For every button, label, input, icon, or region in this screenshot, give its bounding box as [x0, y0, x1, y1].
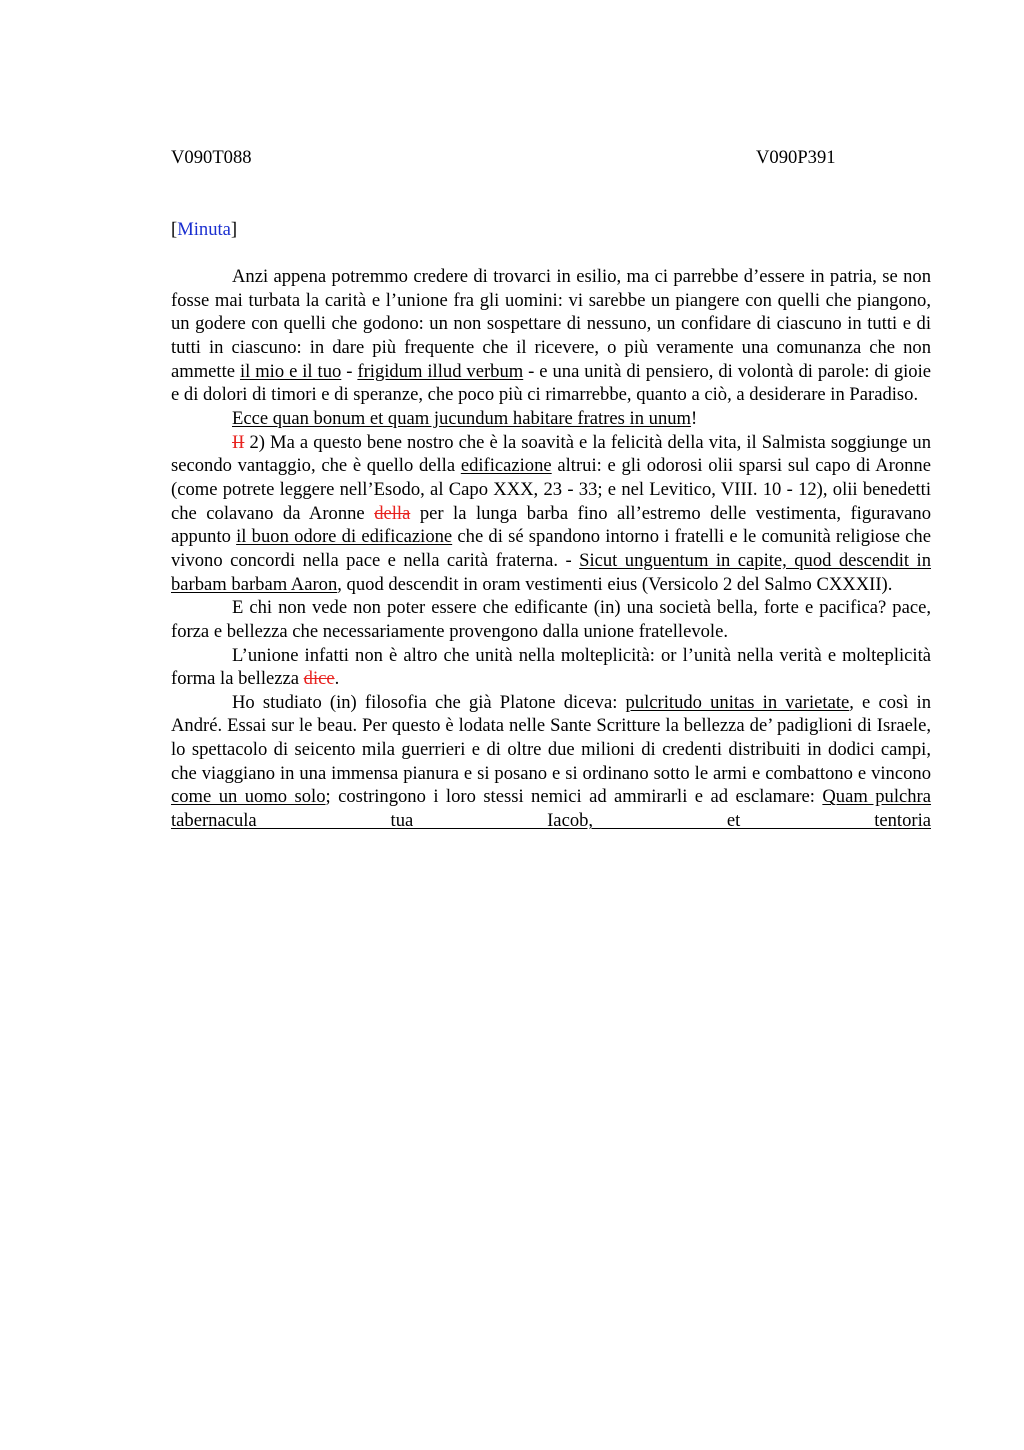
text-run: E chi non vede non poter essere che edificante (in) una società bella, forte e pacifica? pace, forza e bellezza che necessariamente provengono dalla unione fratellevole. [171, 597, 931, 642]
underlined-text: frigidum illud verbum [357, 360, 524, 382]
text-run: ; costringono i loro stessi nemici ad ammirarli e ad esclamare: [325, 786, 823, 808]
text-run: ! [691, 407, 698, 429]
underlined-text: il mio e il tuo [239, 360, 342, 382]
paragraph-2 [171, 407, 931, 431]
text-run: per la lunga barba fino all’estremo delle vestimenta, figuravano appunto [171, 502, 931, 548]
deleted-text: II [232, 431, 245, 453]
underlined-text: edificazione [460, 455, 552, 477]
document-code-right: V090P391 [756, 147, 836, 168]
paragraph-5 [171, 644, 931, 691]
text-run: Ho studiato (in) filosofia che già Platone diceva: [232, 691, 626, 713]
text-run: che di sé spandono intorno i fratelli e le comunità religiose che vivono concordi nella pace e nella carità fraterna. - [171, 526, 931, 571]
section-label [171, 218, 237, 242]
text-run: L’unione infatti non è altro che unità nella molteplicità: or l’unità nella verità e molteplicità forma la bellezza [171, 644, 931, 690]
document-body [171, 265, 931, 833]
underlined-text: pulcritudo unitas in varietate [625, 691, 850, 713]
underlined-text: il buon odore di edificazione [236, 526, 453, 548]
text-run: - e una unità di pensiero, di volontà di parole: di gioie e di dolori di timori e di speranze, che poco più ci rimarrebbe, quanto a ciò, a desiderare in Paradiso. [171, 360, 931, 406]
deleted-text: della [374, 502, 411, 524]
text-run: Anzi appena potremmo credere di trovarci in esilio, ma ci parrebbe d’essere in patria, se non fosse mai turbata la carità e l’unione fra gli uomini: vi sarebbe un piangere con quelli che piangono, un godere con quelli che godono: un non sospettare di nessuno, un confidare di ciascuno in tutti e di tutti in ciascuno: in dare più frequente che il ricevere, o più veramente una comunanza che non ammette [171, 266, 931, 382]
paragraph-3 [171, 431, 931, 597]
underlined-text: Quam pulchra tabernacula tua Iacob, et tentoria [171, 786, 932, 832]
label-text: Minuta [177, 219, 231, 240]
label-bracket-close: ] [230, 219, 238, 240]
label-bracket-open: [ [171, 219, 178, 240]
text-run: 2) Ma a questo bene nostro che è la soavità e la felicità della vita, il Salmista soggiunge un secondo vantaggio, che è quello della [171, 431, 931, 477]
underlined-text: Sicut unguentum in capite, quod descendit in barbam barbam Aaron [171, 549, 931, 595]
text-run: , quod descendit in oram vestimenti eius (Versicolo 2 del Salmo CXXXII). [337, 573, 893, 595]
underlined-text: come un uomo solo [171, 786, 326, 808]
paragraph-6 [171, 691, 931, 833]
text-run: . [334, 668, 340, 690]
document-code-left: V090T088 [171, 147, 252, 168]
underlined-text: Ecce quan bonum et quam jucundum habitare fratres in unum [232, 407, 692, 429]
text-run: altrui: e gli odorosi olii sparsi sul capo di Aronne (come potrete leggere nell’Esodo, al Capo XXX, 23 - 33; e nel Levitico, VIII. 10 - 12), olii benedetti che colavano da Aronne [171, 455, 931, 524]
deleted-text: dice [303, 668, 335, 690]
text-run: , e così in André. Essai sur le beau. Per questo è lodata nelle Sante Scritture la bellezza de’ padiglioni di Israele, lo spettacolo di seicento mila guerrieri e di oltre due milioni di credenti distribuiti in dodici campi, che viaggiano in una immensa pianura e si posano e si ordinano sotto le armi e combattono e vincono [171, 691, 932, 784]
paragraph-4 [171, 596, 931, 643]
text-run: - [341, 360, 358, 382]
paragraph-1 [171, 265, 931, 407]
